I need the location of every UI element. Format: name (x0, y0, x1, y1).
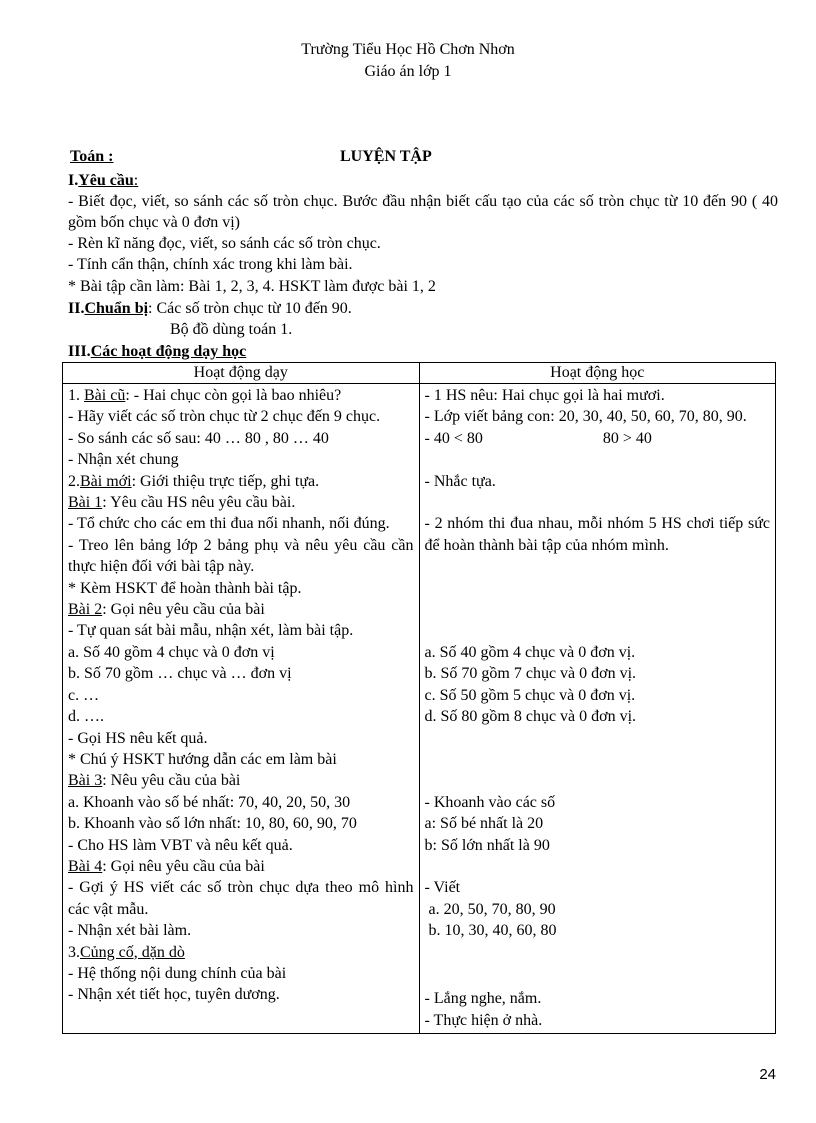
title-row (70, 148, 770, 170)
student-line: - 2 nhóm thi đua nhau, mỗi nhóm 5 HS chơi tiếp sức để hoàn thành bài tập của nhóm mình. (424, 515, 770, 554)
student-line: c. Số 50 gồm 5 chục và 0 đơn vị. (424, 686, 636, 704)
student-line: a: Số bé nhất là 20 (424, 815, 544, 833)
teacher-line: - Cho HS làm VBT và nêu kết quả. (68, 836, 293, 854)
section1-number: I. (68, 172, 79, 189)
student-line: - Lớp viết bảng con: 20, 30, 40, 50, 60, 70, 80, 90. (424, 408, 747, 426)
student-line (425, 942, 771, 963)
teacher-line: Bài 2: Gọi nêu yêu cầu của bài (68, 601, 265, 619)
teacher-line: Bài 3: Nêu yêu cầu của bài (68, 772, 241, 790)
student-line (425, 599, 771, 620)
lesson-title: LUYỆN TẬP (340, 148, 432, 165)
section3-number: III. (68, 343, 91, 360)
teacher-line: - Hệ thống nội dung chính của bài (68, 964, 287, 982)
teacher-line: Bài 1: Yêu cầu HS nêu yêu cầu bài. (68, 494, 296, 512)
student-line: b. 10, 30, 40, 60, 80 (428, 922, 557, 940)
teacher-line: - Hãy viết các số tròn chục từ 2 chục đến 9 chục. (68, 408, 381, 426)
student-cell (419, 384, 776, 1034)
section1-colon: : (133, 172, 139, 189)
table-row (63, 384, 776, 1034)
teacher-line: 3.Củng cố, dặn dò (68, 943, 185, 961)
teacher-line: 2.Bài mới: Giới thiệu trực tiếp, ghi tựa. (68, 472, 320, 490)
student-line: - Nhắc tựa. (424, 472, 496, 490)
student-line (425, 556, 771, 577)
activities-table (62, 362, 776, 1034)
teacher-line: b. Số 70 gồm … chục và … đơn vị (68, 665, 292, 683)
student-line (425, 428, 771, 449)
requirement-3: - Tính cẩn thận, chính xác trong khi làm bài. (68, 256, 353, 273)
requirement-1: - Biết đọc, viết, so sánh các số tròn chục. Bước đầu nhận biết cấu tạo của các số tròn chục từ 10 đến 90 ( 40 gồm bốn chục và 0 đơn vị) (68, 193, 778, 231)
student-line (425, 492, 771, 513)
student-line: b: Số lớn nhất là 90 (424, 836, 550, 854)
student-line (425, 449, 771, 470)
section2-line2: Bộ đồ dùng toán 1. (170, 321, 293, 338)
teacher-line: - Tổ chức cho các em thi đua nối nhanh, nối đúng. (68, 515, 390, 533)
teacher-line: b. Khoanh vào số lớn nhất: 10, 80, 60, 90, 70 (68, 815, 357, 833)
col-teacher-header: Hoạt động dạy (63, 363, 420, 384)
teacher-line: * Chú ý HSKT hướng dẫn các em làm bài (68, 750, 337, 768)
section2-heading (68, 298, 352, 319)
student-line: - Khoanh vào các số (424, 793, 556, 811)
section3-title: Các hoạt động dạy học (90, 343, 247, 360)
teacher-line: - Nhận xét bài làm. (68, 922, 192, 940)
student-line (425, 620, 771, 641)
teacher-line: d. …. (68, 708, 104, 726)
student-line (425, 856, 771, 877)
teacher-line: - Nhận xét chung (68, 451, 179, 469)
student-line: a. Số 40 gồm 4 chục và 0 đơn vị. (424, 643, 636, 661)
class-name: Giáo án lớp 1 (364, 63, 452, 80)
table-header-row (63, 363, 776, 384)
teacher-line: - So sánh các số sau: 40 … 80 , 80 … 40 (68, 429, 329, 447)
requirement-4: * Bài tập cần làm: Bài 1, 2, 3, 4. HSKT làm được bài 1, 2 (68, 278, 436, 295)
section2-line1: : Các số tròn chục từ 10 đến 90. (148, 300, 352, 317)
teacher-cell (63, 384, 420, 1034)
student-line (425, 578, 771, 599)
teacher-line: 1. Bài cũ: - Hai chục còn gọi là bao nhiêu? (68, 387, 342, 404)
teacher-line: Bài 4: Gọi nêu yêu cầu của bài (68, 857, 265, 875)
compare-a: - 40 < 80 (424, 429, 483, 447)
teacher-line: - Tự quan sát bài mẫu, nhận xét, làm bài tập. (68, 622, 354, 640)
teacher-line: a. Khoanh vào số bé nhất: 70, 40, 20, 50, 30 (68, 793, 351, 811)
requirement-2: - Rèn kĩ năng đọc, viết, so sánh các số tròn chục. (68, 235, 381, 252)
student-line: - Lắng nghe, nắm. (424, 990, 542, 1008)
teacher-line: * Kèm HSKT để hoàn thành bài tập. (68, 579, 302, 597)
section1-title: Yêu cầu (78, 172, 134, 189)
student-line: - Viết (424, 879, 461, 897)
section2-number: II. (68, 300, 85, 317)
student-line (425, 728, 771, 749)
student-line: - Thực hiện ở nhà. (424, 1011, 543, 1029)
school-name: Trường Tiểu Học Hồ Chơn Nhơn (301, 41, 515, 58)
student-line: a. 20, 50, 70, 80, 90 (428, 900, 556, 918)
col-student-header: Hoạt động học (419, 363, 776, 384)
section1-heading (68, 170, 138, 191)
page-number: 24 (759, 1066, 776, 1083)
section2-title: Chuẩn bị (84, 300, 149, 317)
teacher-line: a. Số 40 gồm 4 chục và 0 đơn vị (68, 643, 275, 661)
teacher-line: c. … (68, 686, 100, 704)
section3-heading (68, 341, 246, 362)
student-line (425, 749, 771, 770)
student-line (425, 770, 771, 791)
teacher-line: - Gọi HS nêu kết quả. (68, 729, 208, 747)
student-line: b. Số 70 gồm 7 chục và 0 đơn vị. (424, 665, 637, 683)
student-line: d. Số 80 gồm 8 chục và 0 đơn vị. (424, 708, 637, 726)
student-line (425, 963, 771, 984)
compare-b: 80 > 40 (602, 429, 652, 447)
subject-label: Toán : (70, 148, 114, 165)
teacher-line: - Gợi ý HS viết các số tròn chục dựa theo mô hình các vật mẫu. (68, 879, 414, 918)
teacher-line: - Treo lên bảng lớp 2 bảng phụ và nêu yêu cầu cần thực hiện đối với bài tập này. (68, 536, 414, 576)
teacher-line: - Nhận xét tiết học, tuyên dương. (68, 986, 280, 1004)
student-line: - 1 HS nêu: Hai chục gọi là hai mươi. (424, 387, 665, 404)
